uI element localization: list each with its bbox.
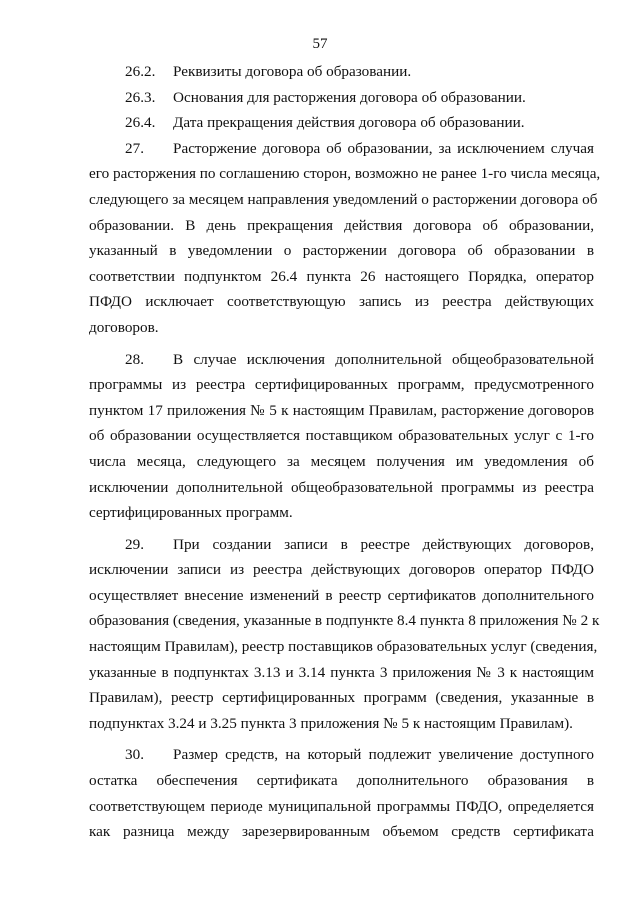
paragraph-line: договоров.	[89, 318, 159, 336]
paragraph-line: соответствующем периоде муниципальной программы ПФДО, определяется	[89, 797, 594, 815]
item-number: 26.3.	[125, 88, 156, 106]
paragraph-27	[89, 136, 601, 341]
paragraph-line: сертифицированных программ.	[89, 504, 293, 522]
item-text: Дата прекращения действия договора об образовании.	[173, 114, 525, 132]
item-number: 26.2.	[125, 63, 156, 80]
document-body	[89, 59, 601, 845]
paragraph-line: подпунктах 3.24 и 3.25 пункта 3 приложения № 5 к настоящим Правилам).	[89, 714, 573, 732]
paragraph-line	[89, 347, 594, 373]
line-text: Расторжение договора об образовании, за исключением случая	[173, 139, 594, 157]
list-item-26-2	[89, 59, 594, 85]
paragraph-line: остатка обеспечения сертификата дополнительного образования в	[89, 772, 594, 790]
paragraph-line: указанные в подпунктах 3.13 и 3.14 пункта 3 приложения № 3 к настоящим	[89, 663, 594, 681]
paragraph-line: как разница между зарезервированным объемом средств сертификата	[89, 823, 594, 841]
paragraph-line: его расторжения по соглашению сторон, возможно не ранее 1-го числа месяца,	[89, 165, 601, 183]
paragraph-line: программы из реестра сертифицированных программ, предусмотренного	[89, 376, 594, 394]
item-text: Реквизиты договора об образовании.	[173, 63, 412, 80]
list-item-26-3	[89, 85, 594, 111]
paragraph-line: исключении дополнительной общеобразовательной программы из реестра	[89, 478, 594, 496]
paragraph-number: 29.	[125, 535, 144, 553]
paragraph-line: осуществляет внесение изменений в реестр сертификатов дополнительного	[89, 586, 594, 604]
paragraph-line	[89, 532, 594, 558]
paragraph-line: ПФДО исключает соответствующую запись из реестра действующих	[89, 293, 594, 311]
item-number: 26.4.	[125, 114, 156, 132]
paragraph-line: пунктом 17 приложения № 5 к настоящим Правилам, расторжение договоров	[89, 401, 594, 419]
paragraph-line: настоящим Правилам), реестр поставщиков образовательных услуг (сведения,	[89, 638, 598, 656]
line-text: При создании записи в реестре действующих договоров,	[173, 535, 594, 553]
paragraph-line: числа месяца, следующего за месяцем получения им уведомления об	[89, 452, 594, 470]
paragraph-line: об образовании осуществляется поставщиком образовательных услуг с 1-го	[89, 427, 594, 445]
paragraph-30	[89, 742, 594, 844]
page-number: 57	[312, 36, 328, 52]
paragraph-line: образовании. В день прекращения действия договора об образовании,	[89, 216, 594, 234]
paragraph-line: соответствии подпунктом 26.4 пункта 26 настоящего Порядка, оператор	[89, 267, 594, 285]
paragraph-number: 27.	[125, 139, 144, 157]
paragraph-29	[89, 532, 600, 737]
line-text: Размер средств, на который подлежит увеличение доступного	[173, 746, 594, 764]
paragraph-line: Правилам), реестр сертифицированных программ (сведения, указанные в	[89, 689, 594, 707]
paragraph-line: следующего за месяцем направления уведомлений о расторжении договора об	[89, 190, 598, 208]
paragraph-number: 30.	[125, 746, 144, 764]
item-text: Основания для расторжения договора об образовании.	[173, 88, 526, 106]
paragraph-number: 28.	[125, 350, 144, 368]
paragraph-line: образования (сведения, указанные в подпункте 8.4 пункта 8 приложения № 2 к	[89, 612, 600, 630]
paragraph-28	[89, 347, 594, 526]
paragraph-line: исключении записи из реестра действующих договоров оператор ПФДО	[89, 561, 594, 579]
paragraph-line: указанный в уведомлении о расторжении договора об образовании в	[89, 242, 594, 260]
line-text: В случае исключения дополнительной общеобразовательной	[173, 350, 594, 368]
paragraph-line	[89, 136, 594, 162]
list-item-26-4	[89, 110, 594, 136]
paragraph-line	[89, 742, 594, 768]
